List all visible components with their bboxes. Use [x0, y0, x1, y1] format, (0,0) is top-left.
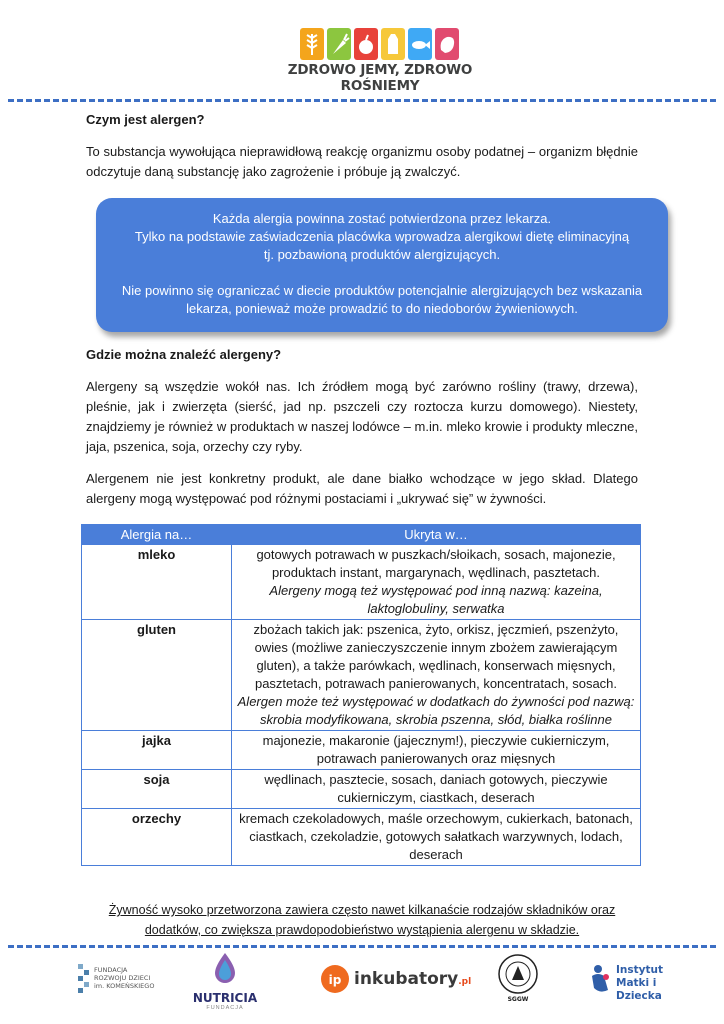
- allergen-name: orzechy: [82, 809, 232, 866]
- allergen-sources-paragraph: Alergeny są wszędzie wokół nas. Ich źródłem mogą być zarówno rośliny (trawy, drzewa), pleśnie, jak i zwierzęta (sierść, jad np. pszczeli czy roztocza kurzu domowego). Niestety, znajdziemy je również w produktach w naszej lodówce – m.in. mleko krowie i produkty mleczne, jaja, pszenica, soja, orzechy czy ryby.: [86, 379, 638, 454]
- table-row: [82, 770, 641, 809]
- table-row: [82, 731, 641, 770]
- allergen-sources: [232, 545, 641, 620]
- instytut-name: [616, 964, 690, 1003]
- allergen-sources-section: [86, 345, 638, 509]
- callout-line: lekarza, ponieważ może prowadzić to do niedoborów żywieniowych.: [186, 301, 578, 316]
- allergen-sources: [232, 620, 641, 731]
- inkubatory-ip-icon: [320, 964, 350, 994]
- heading-where-allergens: Gdzie można znaleźć alergeny?: [86, 347, 282, 362]
- sggw-logo: [490, 952, 546, 1012]
- sggw-name: SGGW: [507, 996, 529, 1003]
- allergen-protein-paragraph: Alergenem nie jest konkretny produkt, ale dane białko wchodzące w jego skład. Dlatego alergeny mogą występować pod różnymi postaciami i „ukrywać się” w żywności.: [86, 471, 638, 506]
- mother-child-icon: [590, 964, 612, 994]
- callout-line: Nie powinno się ograniczać w diecie produktów potencjalnie alergizujących bez wskazania: [121, 283, 643, 298]
- column-header-hidden-in: Ukryta w…: [232, 525, 641, 545]
- nutricia-sub: FUNDACJA: [206, 1005, 244, 1011]
- table-row: [82, 809, 641, 866]
- inkubatory-logo: [320, 964, 472, 998]
- allergen-sources: [232, 770, 641, 809]
- fundacja-text: [94, 966, 154, 990]
- hidden-allergens-table: [81, 524, 641, 866]
- allergen-sources: [232, 809, 641, 866]
- note-line: Żywność wysoko przetworzona zawiera często nawet kilkanaście rodzajów składników oraz: [108, 903, 616, 917]
- table-row: [82, 620, 641, 731]
- inkubatory-name: [354, 969, 471, 989]
- fundacja-line: ROZWOJU DZIECI: [94, 974, 151, 982]
- program-title: ZDROWO JEMY, ZDROWO ROŚNIEMY: [287, 62, 473, 94]
- fundacja-komenskiego-logo: [78, 962, 158, 1006]
- processed-food-note: [100, 900, 624, 940]
- top-divider: [8, 99, 716, 102]
- table-row: [82, 545, 641, 620]
- alternative-names: Alergen może też występować w dodatkach do żywności pod nazwą: skrobia modyfikowana, skrobia pszenna, słód, białka roślinne: [237, 694, 635, 727]
- nutricia-drop-icon: [208, 952, 242, 984]
- bottom-divider: [8, 945, 716, 948]
- fundacja-line: FUNDACJA: [94, 966, 128, 974]
- inkubatory-word: inkubatory: [354, 969, 459, 989]
- table-header-row: [82, 525, 641, 545]
- allergen-name: mleko: [82, 545, 232, 620]
- main-content: [86, 110, 638, 182]
- page-header: [0, 0, 724, 100]
- sggw-emblem-icon: [490, 952, 546, 996]
- fundacja-line: im. KOMEŃSKIEGO: [94, 982, 155, 990]
- note-line: dodatków, co zwiększa prawdopodobieństwo wystąpienia alergenu w składzie.: [144, 923, 580, 937]
- nutricia-name: NUTRICIA: [192, 991, 258, 1005]
- column-header-allergy: Alergia na…: [82, 525, 232, 545]
- svg-text:ip: ip: [328, 973, 342, 987]
- milk-icon: [381, 28, 405, 60]
- inkubatory-suffix: .pl: [458, 977, 472, 987]
- allergen-name: gluten: [82, 620, 232, 731]
- doctor-confirmation-callout: [96, 198, 668, 332]
- instytut-matki-logo: [590, 964, 690, 1004]
- sources-text: gotowych potrawach w puszkach/słoikach, sosach, majonezie, produktach instant, margarynach, wędlinach, pasztetach.: [256, 547, 616, 580]
- callout-line: Tylko na podstawie zaświadczenia placówka wprowadza alergikowi dietę eliminacyjną: [134, 229, 630, 244]
- callout-line: tj. pozbawioną produktów alergizujących.: [263, 247, 501, 262]
- nutricia-logo: [190, 952, 260, 1011]
- allergen-definition: To substancja wywołująca nieprawidłową reakcję organizmu osoby podatnej – organizm błędnie odczytuje daną substancję jako zagrożenie i próbuje ją zwalczyć.: [86, 144, 638, 179]
- alternative-names: Alergeny mogą też występować pod inną nazwą: kazeina, laktoglobuliny, serwatka: [269, 583, 603, 616]
- fish-icon: [408, 28, 432, 60]
- meat-icon: [435, 28, 459, 60]
- sources-text: wędlinach, pasztecie, sosach, daniach gotowych, pieczywie cukierniczym, ciastkach, deserach: [264, 772, 608, 805]
- allergen-sources: [232, 731, 641, 770]
- sources-text: majonezie, makaronie (jajecznym!), pieczywie cukierniczym, potrawach panierowanych oraz mięsnych: [262, 733, 610, 766]
- sources-text: zbożach takich jak: pszenica, żyto, orkisz, jęczmień, pszenżyto, owies (możliwe zanieczyszczenie innym zbożem zawierającym gluten), a także parówkach, wędlinach, konserwach mięsnych, pasztetach, potrawach panierowanych, koncentratach, sosach.: [253, 622, 619, 691]
- instytut-line: Matki i Dziecka: [616, 977, 662, 1002]
- allergen-name: soja: [82, 770, 232, 809]
- heading-what-is-allergen: Czym jest alergen?: [86, 112, 205, 127]
- program-logo: [300, 28, 462, 62]
- carrot-icon: [327, 28, 351, 60]
- callout-line: Każda alergia powinna zostać potwierdzona przez lekarza.: [212, 211, 552, 226]
- apple-icon: [354, 28, 378, 60]
- wheat-icon: [300, 28, 324, 60]
- sources-text: kremach czekoladowych, maśle orzechowym, cukierkach, batonach, ciastkach, czekoladzie, gotowych sałatkach warzywnych, lodach, deserach: [239, 811, 633, 862]
- allergen-name: jajka: [82, 731, 232, 770]
- instytut-line: Instytut: [616, 964, 664, 976]
- fundacja-mark-icon: [78, 964, 92, 996]
